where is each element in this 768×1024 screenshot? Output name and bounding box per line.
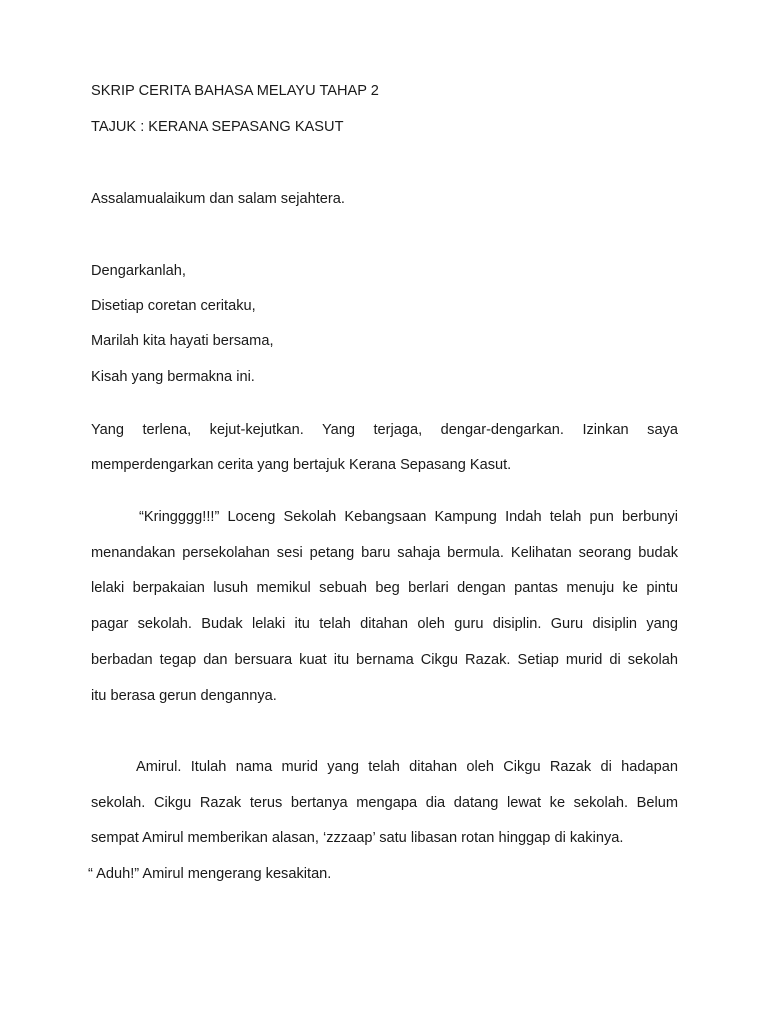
paragraph-line: itu berasa gerun dengannya. [91,688,277,704]
paragraph-line: Amirul. Itulah nama murid yang telah ditahan oleh Cikgu Razak di hadapan [136,759,678,775]
paragraph-line: berbadan tegap dan bersuara kuat itu bernama Cikgu Razak. Setiap murid di sekolah [91,652,678,668]
paragraph-line: menandakan persekolahan sesi petang baru sahaja bermula. Kelihatan seorang budak [91,545,678,561]
dialogue-line: “ Aduh!” Amirul mengerang kesakitan. [88,866,332,882]
verse-line: Disetiap coretan ceritaku, [91,298,256,314]
paragraph-line: sempat Amirul memberikan alasan, ‘zzzaap’ satu libasan rotan hinggap di kakinya. [91,830,624,846]
intro-line: Yang terlena, kejut-kejutkan. Yang terjaga, dengar-dengarkan. Izinkan saya [91,422,678,438]
paragraph-line: pagar sekolah. Budak lelaki itu telah ditahan oleh guru disiplin. Guru disiplin yang [91,616,678,632]
paragraph-line: “Kringggg!!!” Loceng Sekolah Kebangsaan Kampung Indah telah pun berbunyi [139,509,678,525]
paragraph-line: sekolah. Cikgu Razak terus bertanya mengapa dia datang lewat ke sekolah. Belum [91,795,678,811]
greeting-line: Assalamualaikum dan salam sejahtera. [91,191,345,207]
paragraph-line: lelaki berpakaian lusuh memikul sebuah beg berlari dengan pantas menuju ke pintu [91,580,678,596]
intro-line: memperdengarkan cerita yang bertajuk Kerana Sepasang Kasut. [91,457,512,473]
document-heading: SKRIP CERITA BAHASA MELAYU TAHAP 2 [91,83,379,99]
story-title: TAJUK : KERANA SEPASANG KASUT [91,119,344,135]
verse-line: Dengarkanlah, [91,263,186,279]
verse-line: Kisah yang bermakna ini. [91,369,255,385]
verse-line: Marilah kita hayati bersama, [91,333,274,349]
